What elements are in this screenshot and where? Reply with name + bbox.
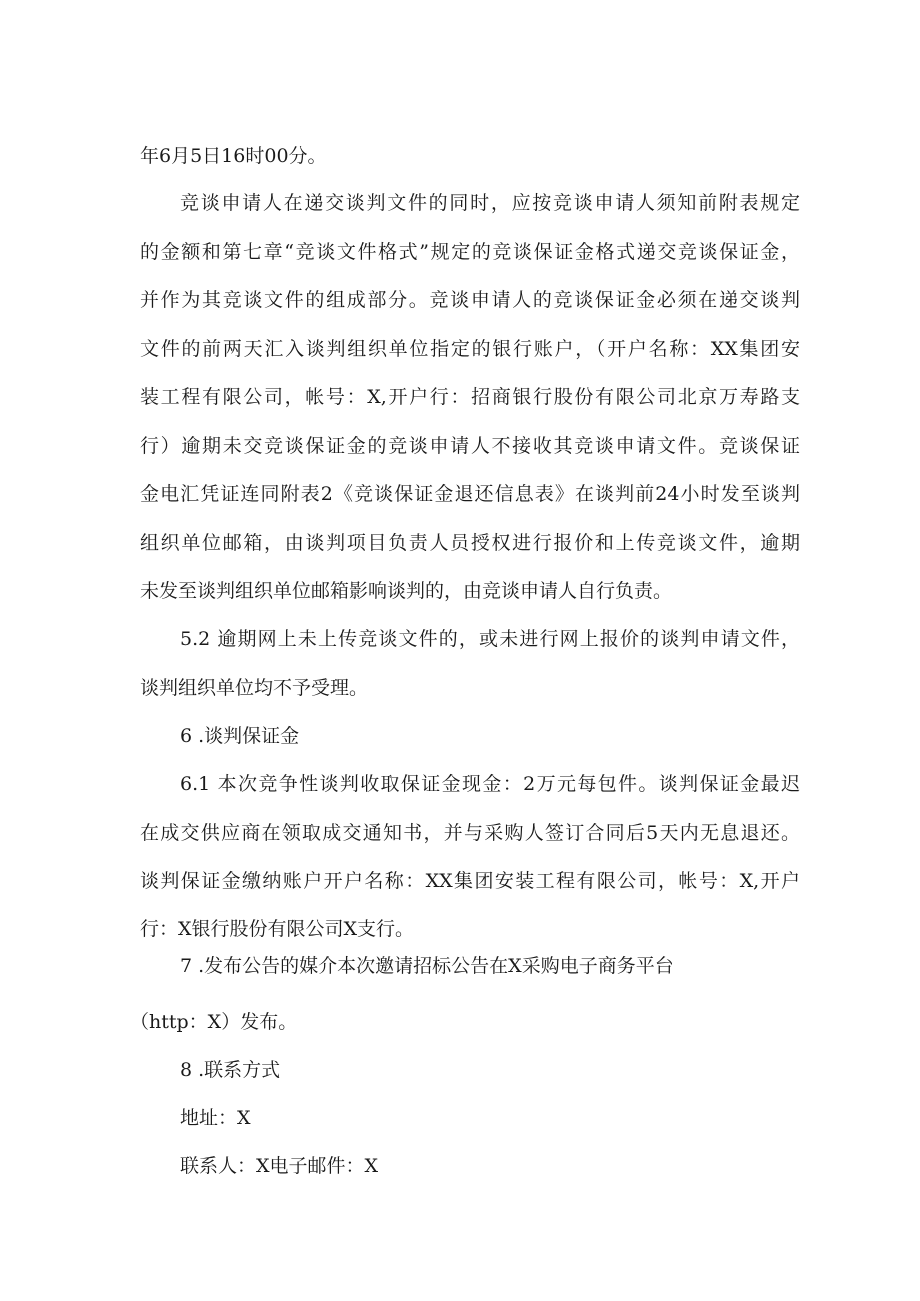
text-line-1: 年6月5日16时00分。 [140,145,327,167]
section-heading-8: 8 .联系方式 [180,1059,281,1081]
contact-person-email: 联系人：X电子邮件：X [180,1155,379,1177]
section-heading-6: 6 .谈判保证金 [180,725,300,747]
text-line-14: 6.1 本次竞争性谈判收取保证金现金：2万元每包件。谈判保证金最迟 [180,773,800,795]
section-heading-7: 7 .发布公告的媒介本次邀请招标公告在X采购电子商务平台 [180,955,674,977]
text-line-4: 并作为其竞谈文件的组成部分。竞谈申请人的竞谈保证金必须在递交谈判 [140,289,800,311]
text-line-16: 谈判保证金缴纳账户开户名称：XX集团安装工程有限公司，帐号：X,开户 [140,870,800,892]
text-line-17: 行：X银行股份有限公司X支行。 [140,918,415,940]
text-line-7: 行）逾期未交竞谈保证金的竞谈申请人不接收其竞谈申请文件。竞谈保证 [140,435,800,457]
text-line-3: 的金额和第七章“竞谈文件格式”规定的竞谈保证金格式递交竞谈保证金， [140,241,800,263]
text-line-9: 组织单位邮箱，由谈判项目负责人员授权进行报价和上传竞谈文件，逾期 [140,532,800,554]
text-line-8: 金电汇凭证连同附表2《竞谈保证金退还信息表》在谈判前24小时发至谈判 [140,483,800,505]
text-line-10: 未发至谈判组织单位邮箱影响谈判的，由竞谈申请人自行负责。 [140,580,673,602]
text-line-19: （http：X）发布。 [130,1011,298,1033]
text-line-2: 竞谈申请人在递交谈判文件的同时，应按竞谈申请人须知前附表规定 [180,192,800,214]
text-line-15: 在成交供应商在领取成交通知书，并与采购人签订合同后5天内无息退还。 [140,822,800,844]
contact-address: 地址：X [180,1107,251,1129]
text-line-6: 装工程有限公司，帐号：X,开户行：招商银行股份有限公司北京万寿路支 [140,386,800,408]
text-line-12: 谈判组织单位均不予受理。 [140,677,369,699]
text-line-5: 文件的前两天汇入谈判组织单位指定的银行账户，（开户名称：XX集团安 [140,338,800,360]
text-line-11: 5.2 逾期网上未上传竞谈文件的，或未进行网上报价的谈判申请文件， [180,628,800,650]
